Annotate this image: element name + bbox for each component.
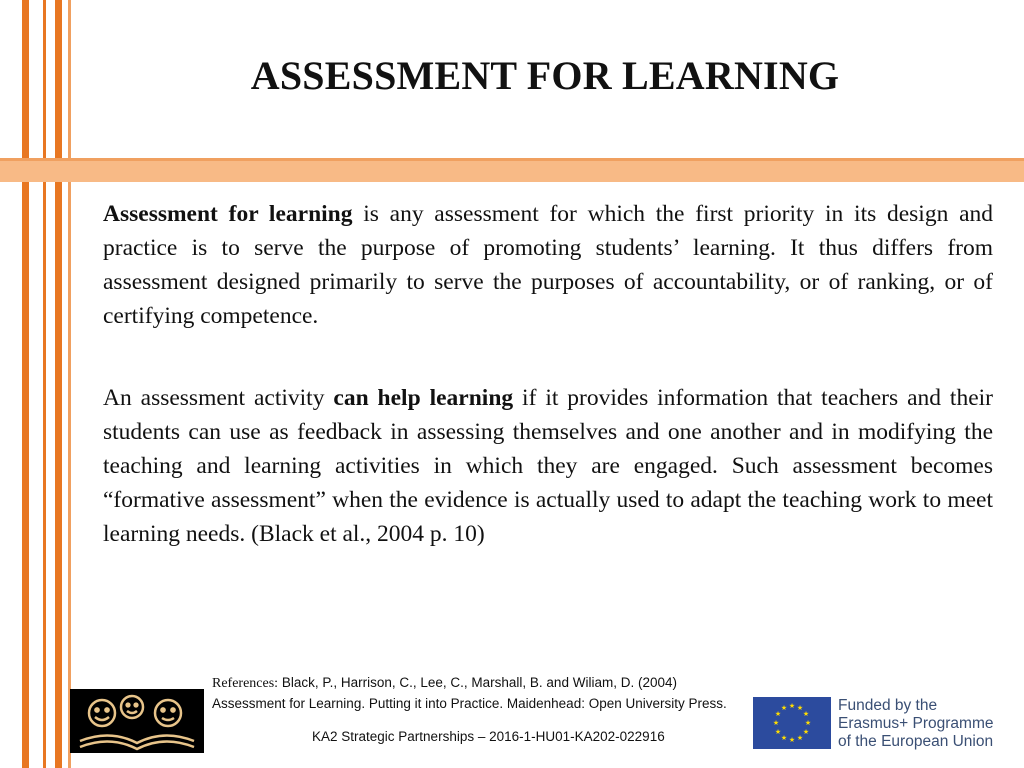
left-orange-bar-2 [43, 0, 46, 768]
svg-text:★: ★ [780, 704, 788, 712]
left-orange-bar-4 [68, 0, 71, 768]
svg-text:★: ★ [774, 710, 782, 718]
svg-text:★: ★ [788, 702, 796, 710]
header-divider-band [0, 158, 1024, 182]
left-orange-bar-1 [22, 0, 29, 768]
formative-highlight: can help learning [333, 385, 514, 411]
svg-text:★: ★ [796, 704, 804, 712]
eu-funding-line1: Funded by the [838, 697, 938, 714]
left-orange-bar-3 [55, 0, 62, 768]
formative-text-post: if it provides information that teachers and their students can use as feedback in assessing themselves and one another and in modifying the teaching and learning activities in which they are engaged. Such assessment becomes “formative assessment” when the evidence is actually used to adapt the teaching work to meet learning needs. (Black et al., 2004 p. 10) [103, 385, 993, 547]
definition-text: is any assessment for which the first priority in its design and practice is to serve the purpose of promoting students’ learning. It thus differs from assessment designed primarily to serve the purposes of accountability, or of ranking, or of certifying competence. [103, 201, 993, 329]
svg-text:★: ★ [772, 719, 780, 727]
paragraph-formative [103, 381, 993, 551]
references-label: References: [212, 676, 279, 691]
project-id: KA2 Strategic Partnerships – 2016-1-HU01-KA202-022916 [312, 729, 665, 744]
eu-funding-line2: Erasmus+ Programme [838, 715, 994, 732]
paragraph-definition [103, 197, 993, 333]
svg-text:★: ★ [796, 734, 804, 742]
references-text: Black, P., Harrison, C., Lee, C., Marshall, B. and Wiliam, D. (2004) Assessment for Learning. Putting it into Practice. Maidenhead: Open University Press. [212, 675, 727, 711]
svg-text:★: ★ [804, 719, 812, 727]
svg-text:★: ★ [802, 728, 810, 736]
svg-text:★: ★ [788, 736, 796, 744]
eu-funding-line3: of the European Union [838, 733, 994, 750]
header-divider-line [0, 158, 1024, 161]
project-logo-icon [70, 689, 204, 753]
eu-flag-icon [753, 697, 831, 749]
svg-text:★: ★ [802, 710, 810, 718]
svg-text:★: ★ [774, 728, 782, 736]
formative-text-pre: An assessment activity [103, 385, 334, 411]
svg-text:★: ★ [780, 734, 788, 742]
references [212, 673, 752, 714]
eu-funding-text [838, 697, 993, 751]
slide-title: ASSESSMENT FOR LEARNING [250, 53, 840, 98]
definition-term: Assessment for learning [103, 201, 353, 227]
